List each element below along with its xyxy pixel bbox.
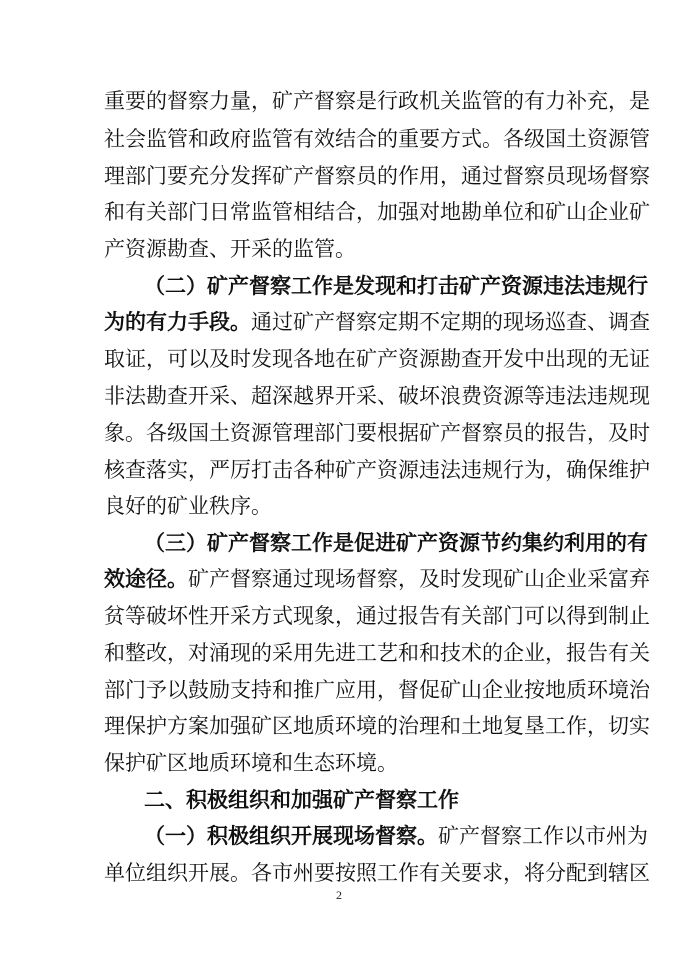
section-heading-line	[144, 271, 648, 301]
text-line-10	[104, 418, 650, 448]
text-run: 产资源勘查、开采的监管。	[104, 237, 356, 261]
text-line-1	[104, 86, 650, 116]
text-line-9	[104, 381, 650, 411]
text-line-8	[104, 344, 650, 374]
text-run: 理保护方案加强矿区地质环境的治理和土地复垦工作，切实	[104, 714, 650, 738]
text-line-17	[104, 675, 650, 705]
bold-run: （二）矿产督察工作是发现和打击矿产资源违法违规行	[144, 273, 648, 298]
text-line-18	[104, 711, 650, 741]
text-line-22	[104, 858, 650, 888]
text-run: 通过矿产督察定期不定期的现场巡查、调查	[251, 310, 650, 334]
text-line-7	[104, 307, 650, 337]
bold-run: 效途径。	[104, 566, 188, 591]
text-run: 取证，可以及时发现各地在矿产资源勘查开发中出现的无证	[104, 347, 650, 371]
text-run: 理部门要充分发挥矿产督察员的作用，通过督察员现场督察	[104, 164, 650, 188]
section-heading-line	[144, 528, 648, 558]
text-run: 非法勘查开采、超深越界开采、破坏浪费资源等违法违规现	[104, 384, 650, 408]
bold-run: （一）积极组织开展现场督察。	[144, 823, 438, 848]
text-run: 保护矿区地质环境和生态环境。	[104, 751, 398, 775]
text-line-12	[104, 491, 582, 521]
text-run: 贫等破坏性开采方式现象，通过报告有关部门可以得到制止	[104, 604, 650, 628]
text-run: 单位组织开展。各市州要按照工作有关要求，将分配到辖区	[104, 861, 650, 885]
text-run: 和有关部门日常监管相结合，加强对地勘单位和矿山企业矿	[104, 200, 650, 224]
text-line-3	[104, 161, 650, 191]
text-line-21	[144, 821, 648, 851]
text-run: 良好的矿业秩序。	[104, 494, 272, 518]
bold-run: （三）矿产督察工作是促进矿产资源节约集约利用的有	[144, 530, 648, 555]
heading-text: 二、积极组织和加强矿产督察工作	[144, 788, 459, 812]
text-line-16	[104, 638, 650, 668]
text-line-11	[104, 455, 650, 485]
text-run: 象。各级国土资源管理部门要根据矿产督察员的报告，及时	[104, 421, 650, 445]
text-line-2	[104, 124, 650, 154]
bold-run: 为的有力手段。	[104, 309, 251, 334]
page-number: 2	[336, 888, 342, 902]
text-line-5	[104, 234, 582, 264]
text-run: 矿产督察通过现场督察，及时发现矿山企业采富弃	[188, 567, 650, 591]
text-line-19	[104, 748, 582, 778]
text-run: 矿产督察工作以市州为	[438, 824, 648, 848]
text-line-15	[104, 601, 650, 631]
text-run: 核查落实，严厉打击各种矿产资源违法违规行为，确保维护	[104, 458, 650, 482]
text-run: 重要的督察力量，矿产督察是行政机关监管的有力补充，是	[104, 89, 650, 113]
text-run: 部门予以鼓励支持和推广应用，督促矿山企业按地质环境治	[104, 678, 650, 702]
text-run: 和整改，对涌现的采用先进工艺和和技术的企业，报告有关	[104, 641, 650, 665]
text-run: 社会监管和政府监管有效结合的重要方式。各级国土资源管	[104, 127, 650, 151]
chapter-heading	[144, 785, 582, 815]
text-line-4	[104, 197, 650, 227]
text-line-14	[104, 564, 650, 594]
